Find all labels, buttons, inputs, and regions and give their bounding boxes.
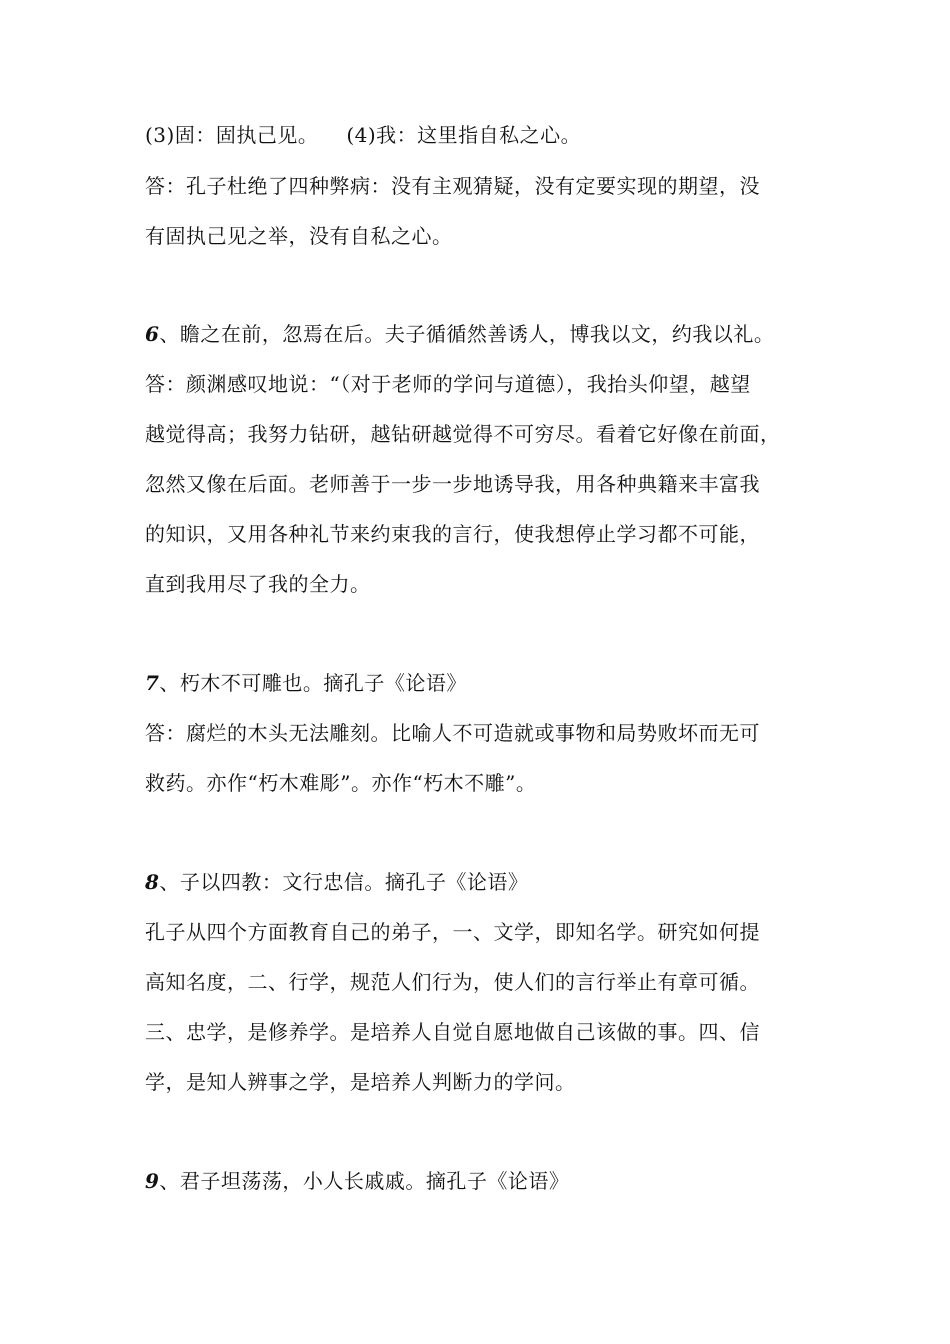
section-heading-8	[145, 868, 528, 896]
section-title: 、子以四教：文行忠信。摘孔子《论语》	[159, 870, 529, 894]
note-gu: (3)固：固执己见。	[145, 123, 319, 147]
answer-line: 三、忠学，是修养学。是培养人自觉自愿地做自己该做的事。四、信	[145, 1020, 760, 1044]
section-title: 、君子坦荡荡，小人长戚戚。摘孔子《论语》	[159, 1169, 570, 1193]
section-number: 7	[145, 671, 160, 695]
answer-line: 救药。亦作“朽木难彫”。亦作“朽木不雕”。	[145, 771, 537, 795]
answer-line: 高知名度，二、行学，规范人们行为，使人们的言行举止有章可循。	[145, 970, 760, 994]
answer-line: 答：腐烂的木头无法雕刻。比喻人不可造就或事物和局势败坏而无可	[145, 721, 760, 745]
answer-line: 忽然又像在后面。老师善于一步一步地诱导我，用各种典籍来丰富我	[145, 472, 760, 496]
answer-line: 越觉得高；我努力钻研，越钻研越觉得不可穷尽。看着它好像在前面，	[145, 422, 781, 446]
answer-line: 答：颜渊感叹地说：“（对于老师的学问与道德），我抬头仰望，越望	[145, 372, 751, 396]
section-number: 8	[145, 870, 160, 894]
section-title: 、瞻之在前，忽焉在后。夫子循循然善诱人，博我以文，约我以礼。	[159, 322, 775, 346]
section-heading-6	[145, 320, 774, 348]
answer-line: 有固执己见之举，没有自私之心。	[145, 224, 453, 248]
answer-line: 答：孔子杜绝了四种弊病：没有主观猜疑，没有定要实现的期望，没	[145, 174, 760, 198]
section-number: 6	[145, 322, 160, 346]
answer-line: 学，是知人辨事之学，是培养人判断力的学问。	[145, 1070, 576, 1094]
note-line	[145, 121, 581, 149]
note-wo: (4)我：这里指自私之心。	[346, 123, 582, 147]
answer-line: 直到我用尽了我的全力。	[145, 572, 371, 596]
answer-line: 孔子从四个方面教育自己的弟子，一、文学，即知名学。研究如何提	[145, 920, 760, 944]
section-heading-7	[145, 669, 467, 697]
section-number: 9	[145, 1169, 160, 1193]
answer-line: 的知识，又用各种礼节来约束我的言行，使我想停止学习都不可能，	[145, 522, 760, 546]
section-heading-9	[145, 1167, 569, 1195]
section-title: 、朽木不可雕也。摘孔子《论语》	[159, 671, 467, 695]
